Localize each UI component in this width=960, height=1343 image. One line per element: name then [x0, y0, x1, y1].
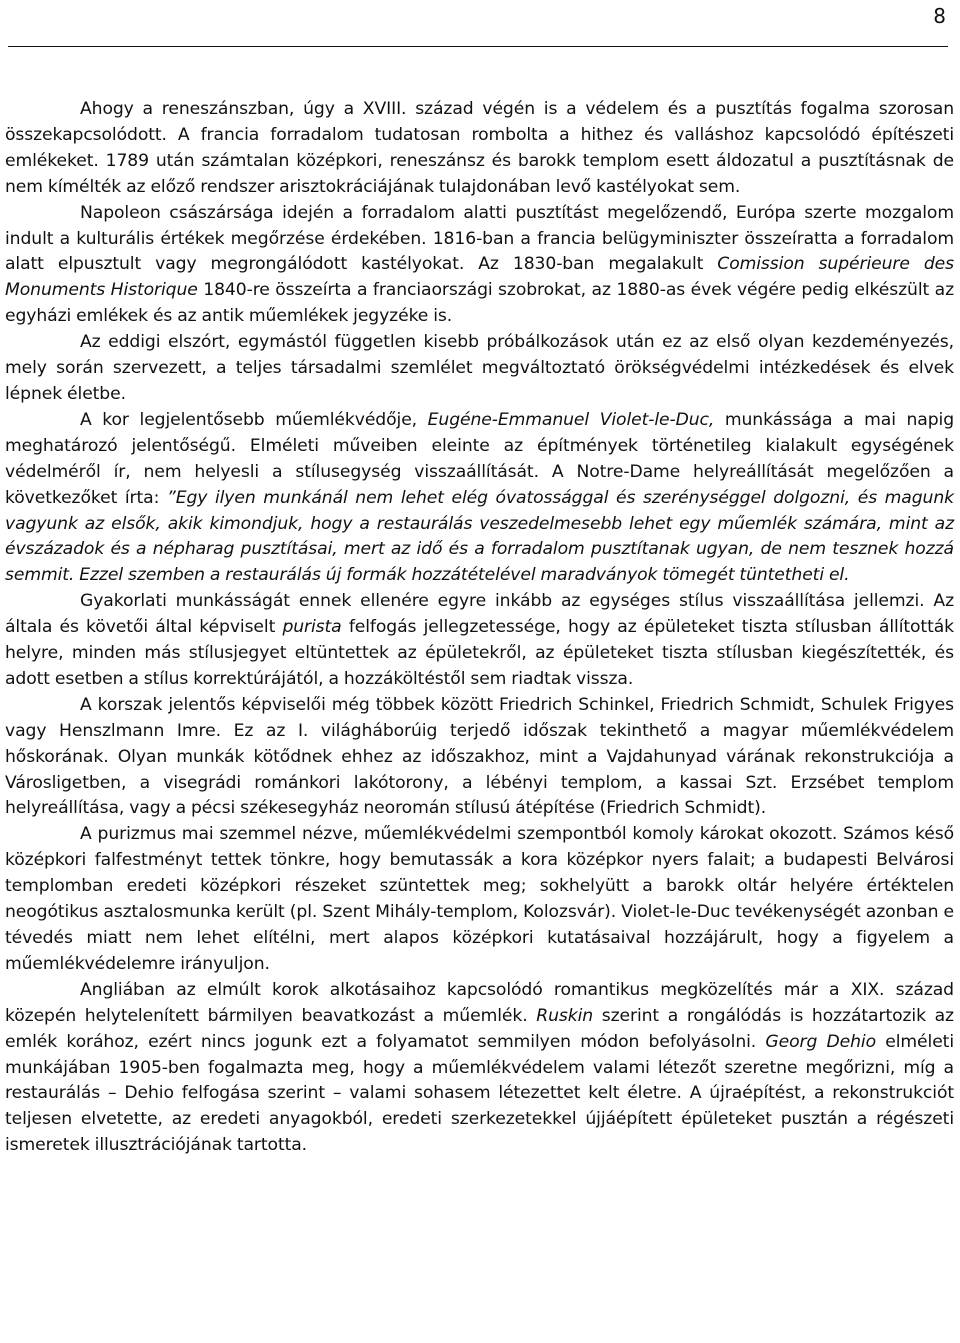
- italic-text: ”Egy ilyen munkánál nem lehet elég óvatossággal és szerénységgel dolgozni, és magunk vagyunk az elsők, akik kimondjuk, hogy a restaurálás veszedelmesebb lehet egy műemlék számára, mint az évszázadok és a népharag pusztításai, mert az idő és a forradalom pusztítanak ugyan, de nem tesznek hozzá semmit. Ezzel szemben a restaurálás új formák hozzátételével maradványok tömegét tüntetheti el.: [5, 487, 954, 586]
- paragraph: [5, 822, 954, 977]
- italic-text: purista: [282, 617, 342, 638]
- paragraph-text: Gyakorlati munkásságát ennek ellenére egyre inkább az egységes stílus visszaállítása jellemzi. Az általa és követői által képviselt: [5, 591, 954, 638]
- header-rule: [8, 46, 948, 47]
- paragraph-text: Angliában az elmúlt korok alkotásaihoz kapcsolódó romantikus megközelítés már a XIX. század közepén helytelenített bármilyen beavatkozást a műemlék.: [5, 979, 954, 1026]
- paragraph: [5, 330, 954, 408]
- paragraph: [5, 201, 954, 331]
- italic-text: Comission supérieure des Monuments Historique: [5, 254, 954, 301]
- document-body: [5, 97, 954, 1159]
- italic-text: Eugéne-Emmanuel Violet-le-Duc,: [427, 409, 715, 430]
- paragraph-text: A kor legjelentősebb műemlékvédője,: [80, 409, 428, 430]
- page-number: 8: [933, 4, 946, 28]
- paragraph-text: munkássága a mai napig meghatározó jelentőségű. Elméleti műveiben eleinte az építmények történetileg kialakult egységének védelméről ír, nem helyesli a stílusegység visszaállítását. A Notre-Dame helyreállítását megelőzően a következőket írta:: [5, 409, 955, 508]
- paragraph: [5, 978, 954, 1159]
- paragraph-text: Napoleon császársága idején a forradalom alatti pusztítást megelőzendő, Európa szerte mozgalom indult a kulturális értékek megőrzése érdekében. 1816-ban a francia belügyminiszter összeíratta a forradalom alatt elpusztult vagy megrongálódott kastélyokat. Az 1830-ban megalakult: [5, 202, 954, 275]
- paragraph: [5, 408, 954, 589]
- paragraph-text: A purizmus mai szemmel nézve, műemlékvédelmi szempontból komoly károkat okozott. Számos késő középkori falfestményt tettek tönkre, hogy bemutassák a kora középkor nyers falait; a budapesti Belvárosi templomban eredeti középkori részeket szüntettek meg; sokhelyütt a barokk oltár helyére értéktelen neogótikus asztalosmunka került (pl. Szent Mihály-templom, Kolozsvár). Violet-le-Duc tevékenységét azonban e tévedés miatt nem lehet elítélni, mert alapos középkori kutatásaival hozzájárult, hogy a figyelem a műemlékvédelemre irányuljon.: [5, 824, 954, 974]
- paragraph-text: Az eddigi elszórt, egymástól független kisebb próbálkozások után ez az első olyan kezdeményezés, mely során szervezett, a teljes társadalmi szemlélet megváltoztató örökségvédelmi intézkedések és elvek lépnek életbe.: [5, 332, 954, 404]
- paragraph-text: A korszak jelentős képviselői még többek között Friedrich Schinkel, Friedrich Schmidt, Schulek Frigyes vagy Henszlmann Imre. Ez az I. világháborúig terjedő időszak tekinthető a magyar műemlékvédelem hőskorának. Olyan munkák kötődnek ehhez az időszakhoz, mint a Vajdahunyad várának rekonstrukciója a Városligetben, a visegrádi románkori lakótorony, a lébényi templom, a kassai Szt. Erzsébet templom helyreállítása, vagy a pécsi székesegyház neoromán stílusú átépítése (Friedrich Schmidt).: [5, 694, 954, 819]
- italic-text: Georg Dehio: [765, 1031, 877, 1052]
- paragraph: [5, 693, 954, 823]
- paragraph: [5, 589, 954, 693]
- italic-text: Ruskin: [536, 1005, 594, 1026]
- paragraph-text: Ahogy a reneszánszban, úgy a XVIII. század végén is a védelem és a pusztítás fogalma szorosan összekapcsolódott. A francia forradalom tudatosan rombolta a hithez és valláshoz kapcsolódó építészeti emlékeket. 1789 után számtalan középkori, reneszánsz és barokk templom esett áldozatul a pusztításnak de nem kímélték az előző rendszer arisztokráciájának tulajdonában levő kastélyokat sem.: [5, 99, 954, 197]
- paragraph-text: felfogás jellegzetessége, hogy az épületeket tiszta stílusban állították helyre, minden más stílusjegyet eltüntettek az épületekről, az épületeket tiszta stílusban kiegészítették, és adott esetben a stílus korrektúrájától, a hozzáköltéstől sem riadtak vissza.: [5, 617, 954, 689]
- paragraph-text: 1840-re összeírta a franciaországi szobrokat, az 1880-as évek végére pedig elkészült az egyházi emlékek és az antik műemlékek jegyzéke is.: [5, 280, 955, 327]
- paragraph-text: elméleti munkájában 1905-ben fogalmazta meg, hogy a műemlékvédelem valami létezőt szeretne megőrizni, míg a restaurálás – Dehio felfogása szerint – valami sohasem létezettet kelt életre. A újraépítést, a rekonstrukciót teljesen elvetette, az eredeti anyagokból, eredeti szerkezetekkel újjáépített épületeket pusztán a régészeti ismeretek illusztrációjának tartotta.: [5, 1031, 954, 1156]
- paragraph-text: szerint a rongálódás is hozzátartozik az emlék korához, ezért nincs jogunk ezt a folyamatot semmilyen módon befolyásolni.: [5, 1005, 954, 1052]
- paragraph: [5, 97, 954, 201]
